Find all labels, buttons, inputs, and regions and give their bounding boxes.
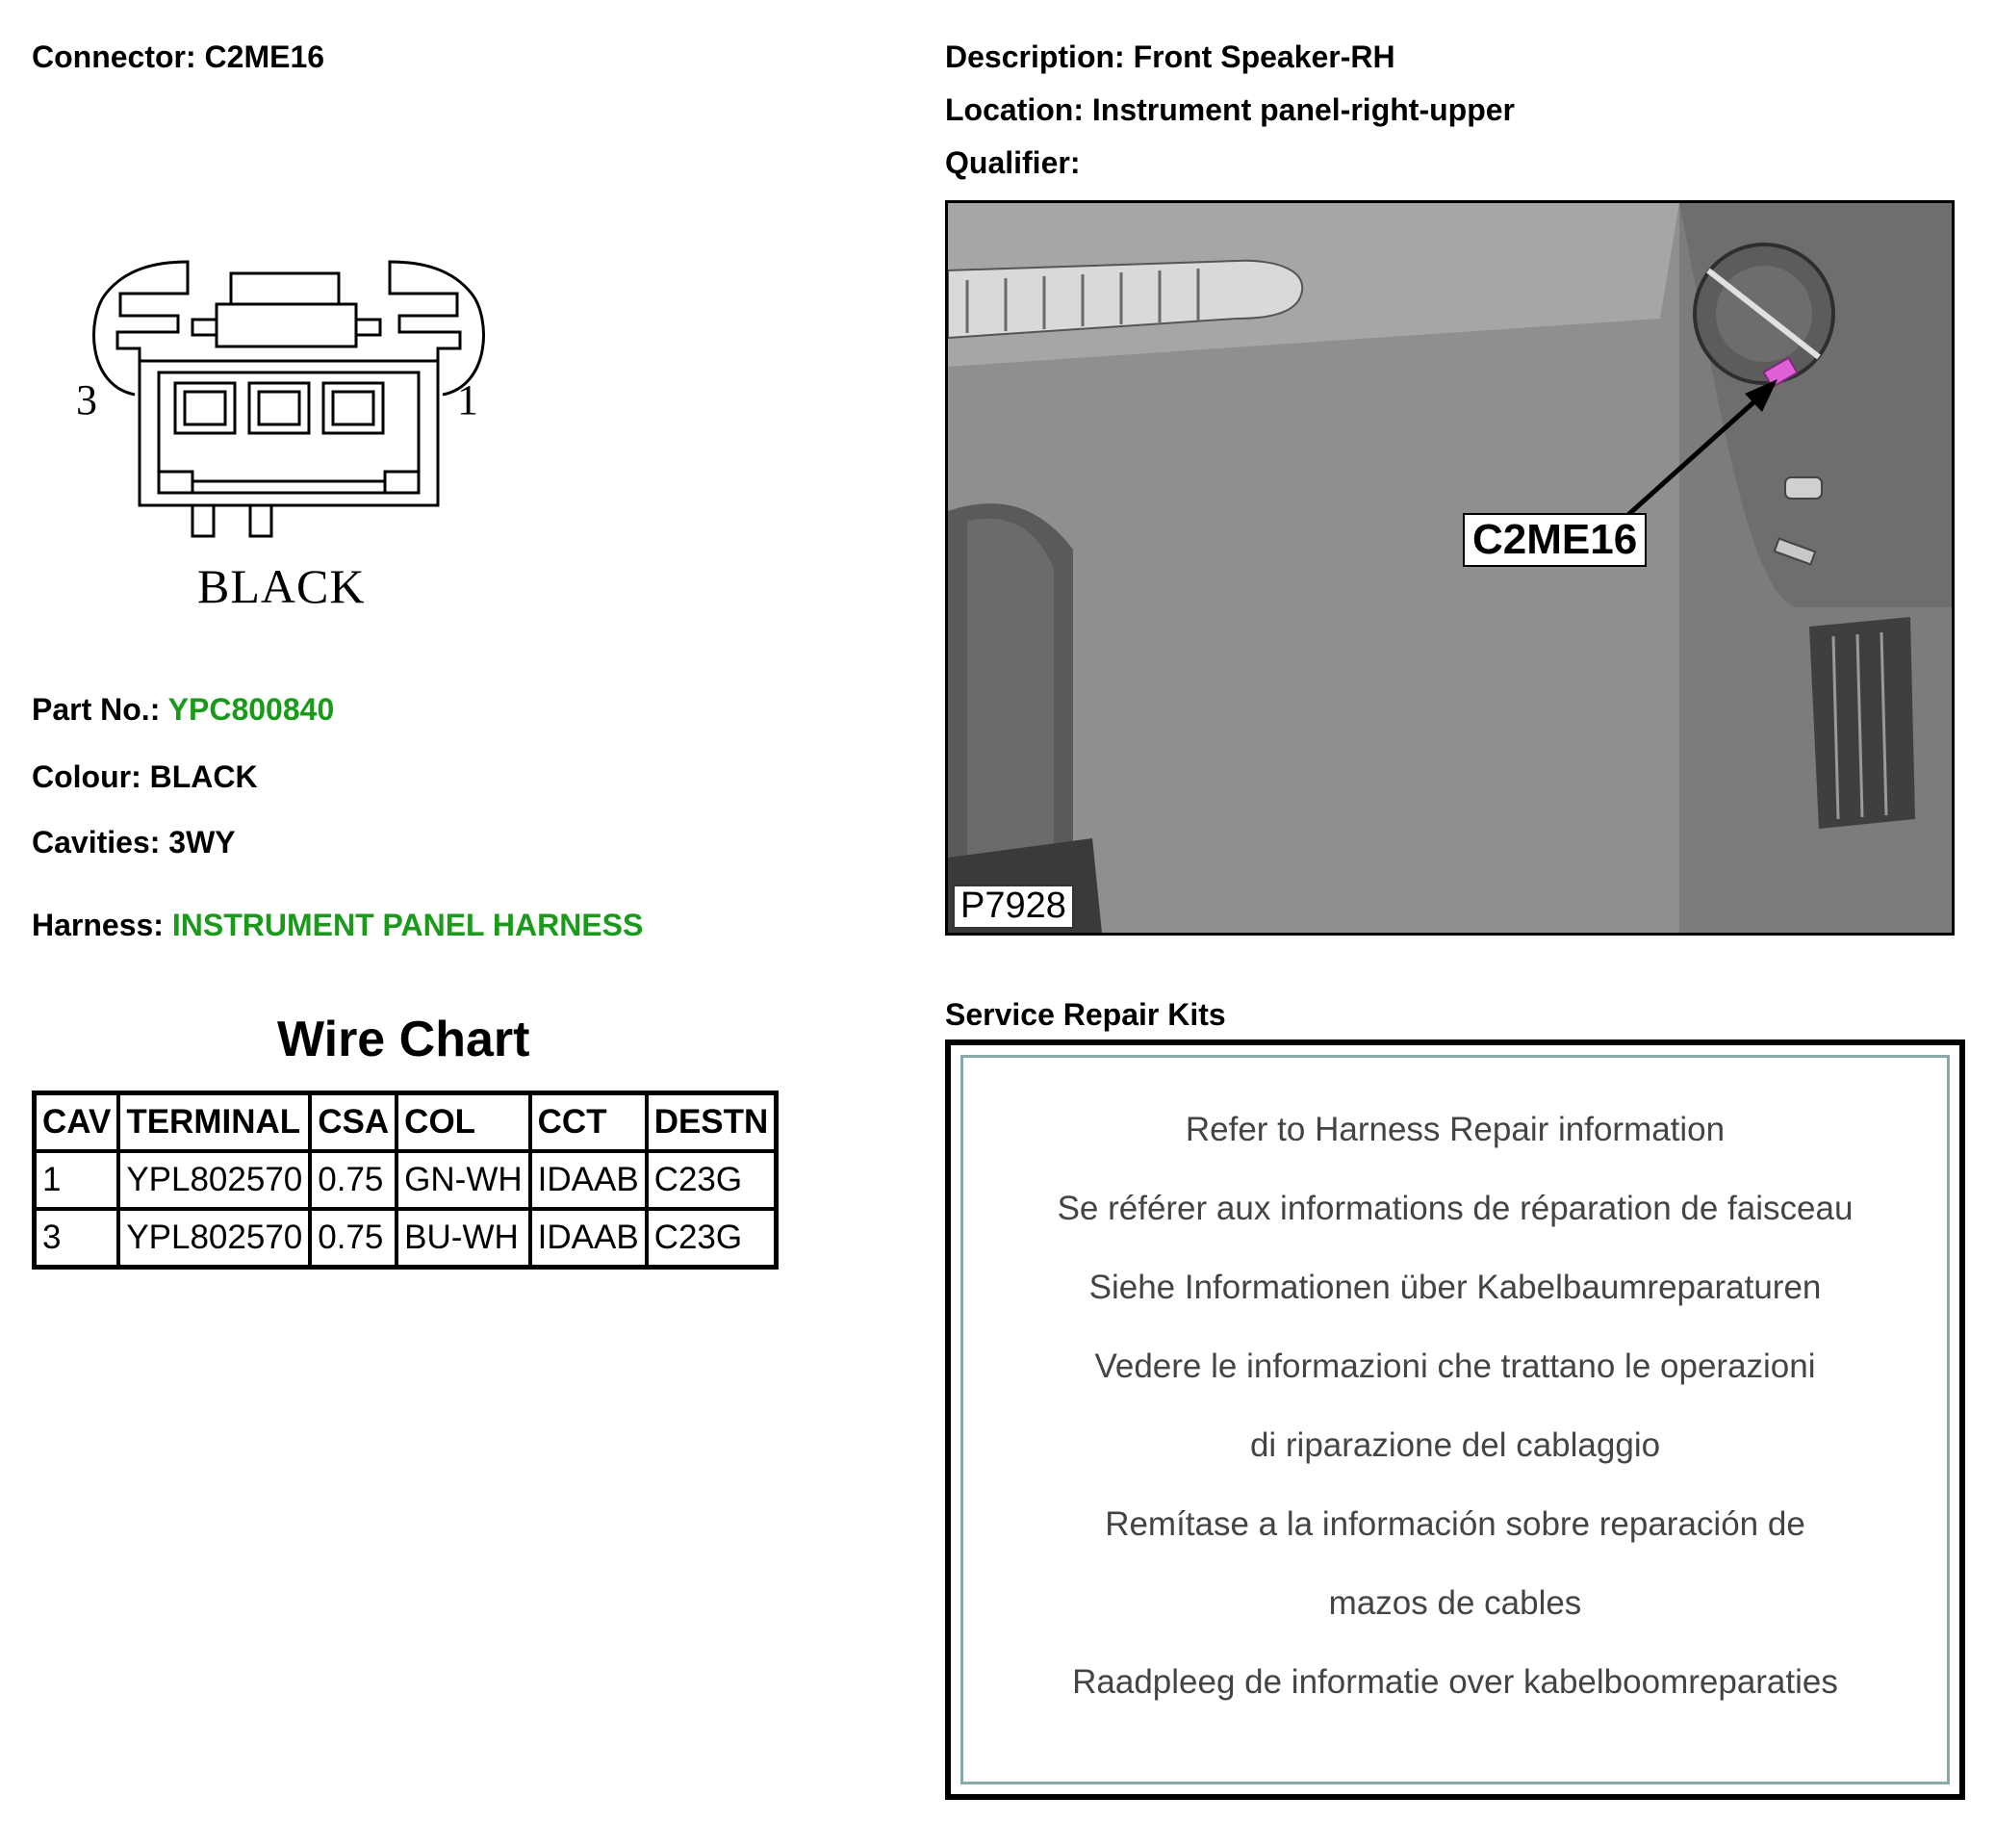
table-cell: 0.75 (310, 1151, 396, 1209)
location-photo (945, 200, 1955, 936)
colour-value: BLACK (149, 759, 258, 794)
column-header: TERMINAL (118, 1093, 310, 1152)
connector-color-label: BLACK (197, 559, 366, 613)
table-cell: YPL802570 (118, 1151, 310, 1209)
connector-field (32, 38, 324, 75)
colour-label: Colour: (32, 759, 141, 794)
kit-line: Remítase a la información sobre reparación de (1105, 1505, 1805, 1543)
kit-line: Vedere le informazioni che trattano le operazioni (1094, 1348, 1816, 1385)
connector-label: Connector: (32, 39, 196, 74)
description-field (945, 38, 1395, 75)
column-header: CSA (310, 1093, 396, 1152)
harness-label: Harness: (32, 908, 164, 942)
connector-value: C2ME16 (204, 39, 325, 74)
table-cell: IDAAB (530, 1209, 647, 1268)
kit-line: Refer to Harness Repair information (1185, 1111, 1726, 1148)
description-label: Description: (945, 39, 1125, 74)
table-header-row (35, 1093, 777, 1152)
wire-chart-table (32, 1091, 779, 1270)
colour-field (32, 758, 258, 795)
kit-line: Se référer aux informations de réparation de faisceau (1057, 1190, 1854, 1227)
table-cell: YPL802570 (118, 1209, 310, 1268)
location-label: Location: (945, 92, 1084, 127)
cavities-field (32, 824, 236, 860)
kit-line: Raadpleeg de informatie over kabelboomreparaties (1072, 1663, 1838, 1701)
kit-line: di riparazione del cablaggio (1249, 1426, 1661, 1464)
harness-field (32, 907, 643, 943)
pin-label-right: 1 (457, 376, 478, 424)
table-row (35, 1209, 777, 1268)
table-cell: 3 (35, 1209, 119, 1268)
location-value: Instrument panel-right-upper (1091, 92, 1515, 127)
column-header: CAV (35, 1093, 119, 1152)
connector-outline-drawing (67, 241, 510, 558)
table-cell: 0.75 (310, 1209, 396, 1268)
kit-line: mazos de cables (1328, 1584, 1582, 1622)
wire-chart-title: Wire Chart (277, 1012, 530, 1067)
cavities-label: Cavities: (32, 825, 161, 860)
photo-reference-number: P7928 (953, 885, 1074, 929)
pin-label-left: 3 (76, 376, 97, 424)
column-header: CCT (530, 1093, 647, 1152)
connector-callout-label: C2ME16 (1463, 513, 1647, 567)
kit-line: Siehe Informationen über Kabelbaumreparaturen (1088, 1269, 1822, 1306)
table-cell: GN-WH (396, 1151, 529, 1209)
column-header: COL (396, 1093, 529, 1152)
qualifier-field (945, 144, 1080, 181)
cavities-value: 3WY (168, 825, 236, 860)
harness-link[interactable]: INSTRUMENT PANEL HARNESS (171, 908, 644, 942)
table-cell: 1 (35, 1151, 119, 1209)
qualifier-label: Qualifier: (945, 145, 1081, 180)
part-no-link[interactable]: YPC800840 (167, 692, 335, 727)
service-repair-kits-inner (960, 1055, 1950, 1784)
table-cell: C23G (647, 1151, 777, 1209)
table-cell: C23G (647, 1209, 777, 1268)
column-header: DESTN (647, 1093, 777, 1152)
part-no-label: Part No.: (32, 692, 161, 727)
location-field (945, 91, 1515, 128)
service-repair-kits-box (945, 1040, 1965, 1800)
table-cell: BU-WH (396, 1209, 529, 1268)
description-value: Front Speaker-RH (1133, 39, 1395, 74)
part-no-field (32, 691, 334, 728)
table-row (35, 1151, 777, 1209)
table-cell: IDAAB (530, 1151, 647, 1209)
dashboard-illustration (948, 203, 1952, 933)
service-repair-kits-title: Service Repair Kits (945, 997, 1226, 1032)
